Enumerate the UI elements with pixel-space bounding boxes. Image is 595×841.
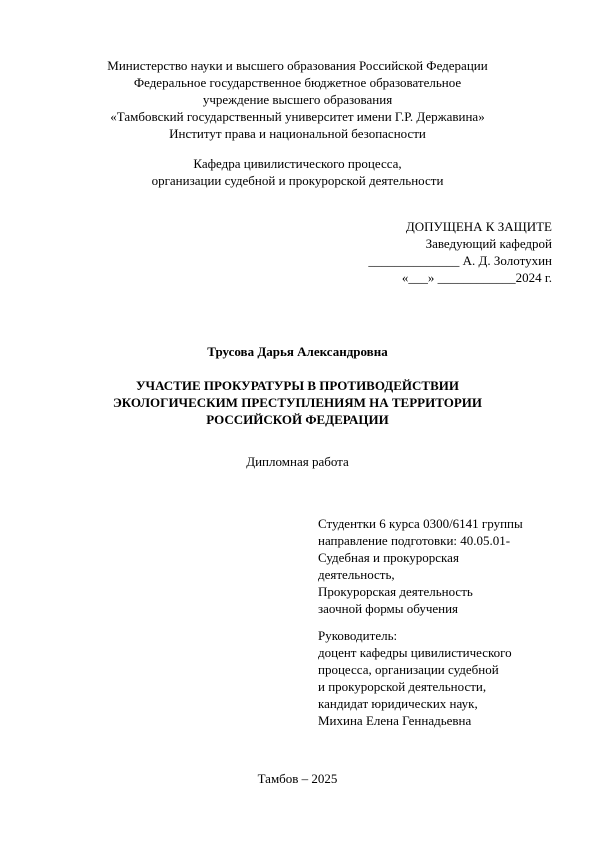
department-line: Кафедра цивилистического процесса, xyxy=(193,156,402,171)
approval-line: «___» ____________2024 г. xyxy=(401,270,552,285)
student-info-line: заочной формы обучения xyxy=(318,601,459,616)
title-line: УЧАСТИЕ ПРОКУРАТУРЫ В ПРОТИВОДЕЙСТВИИ xyxy=(135,378,459,393)
institution-header xyxy=(0,57,595,142)
supervisor-line: процесса, организации судебной xyxy=(318,662,499,677)
student-info-line: направление подготовки: 40.05.01- xyxy=(318,533,511,548)
supervisor-line: и прокурорской деятельности, xyxy=(318,679,487,694)
thesis-title xyxy=(0,377,595,428)
author-name: Трусова Дарья Александровна xyxy=(207,344,388,359)
supervisor-line: Михина Елена Геннадьевна xyxy=(318,713,472,728)
header-line: учреждение высшего образования xyxy=(202,92,393,107)
approval-line: ДОПУЩЕНА К ЗАЩИТЕ xyxy=(405,219,552,234)
header-line: Министерство науки и высшего образования Российской Федерации xyxy=(107,58,488,73)
header-line: Институт права и национальной безопасности xyxy=(169,126,426,141)
department-block xyxy=(0,155,595,189)
approval-line: ______________ А. Д. Золотухин xyxy=(368,253,552,268)
student-info-line: Прокурорская деятельность xyxy=(318,584,473,599)
supervisor-line: Руководитель: xyxy=(318,628,398,643)
student-info-line: Студентки 6 курса 0300/6141 группы xyxy=(318,516,523,531)
supervisor-block xyxy=(318,627,512,729)
student-info-block xyxy=(318,515,523,617)
approval-block xyxy=(368,218,552,286)
student-info-line: Судебная и прокурорская xyxy=(318,550,459,565)
header-line: Федеральное государственное бюджетное образовательное xyxy=(133,75,462,90)
department-line: организации судебной и прокурорской деятельности xyxy=(151,173,444,188)
supervisor-line: кандидат юридических наук, xyxy=(318,696,478,711)
approval-line: Заведующий кафедрой xyxy=(425,236,552,251)
work-type: Дипломная работа xyxy=(246,454,349,469)
header-line: «Тамбовский государственный университет имени Г.Р. Державина» xyxy=(110,109,485,124)
city-year-footer: Тамбов – 2025 xyxy=(257,771,338,786)
title-line: РОССИЙСКОЙ ФЕДЕРАЦИИ xyxy=(206,412,389,427)
title-line: ЭКОЛОГИЧЕСКИМ ПРЕСТУПЛЕНИЯМ НА ТЕРРИТОРИИ xyxy=(112,395,482,410)
student-info-line: деятельность, xyxy=(318,567,395,582)
supervisor-line: доцент кафедры цивилистического xyxy=(318,645,512,660)
